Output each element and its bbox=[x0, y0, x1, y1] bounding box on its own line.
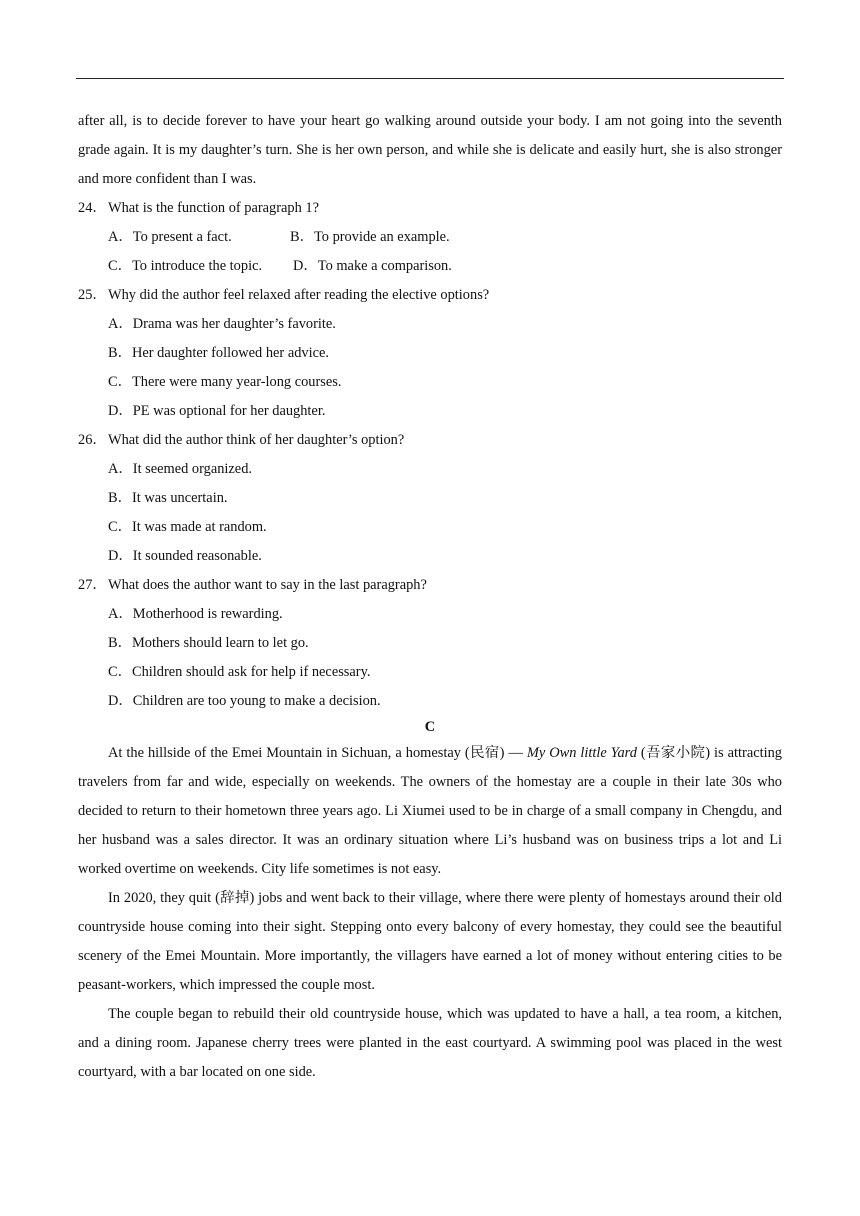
passage-c-paragraph-1 bbox=[78, 739, 782, 884]
option-b: B．To provide an example. bbox=[290, 229, 450, 245]
option-d: D．PE was optional for her daughter. bbox=[108, 403, 326, 419]
question-stem: What does the author want to say in the last paragraph? bbox=[108, 577, 427, 593]
header-rule bbox=[76, 78, 784, 79]
question-25 bbox=[78, 281, 782, 310]
paragraph-text: At the hillside of the Emei Mountain in Sichuan, a homestay (民宿) — bbox=[108, 745, 527, 761]
question-stem: What did the author think of her daughter’s option? bbox=[108, 432, 405, 448]
option-b: B．Mothers should learn to let go. bbox=[108, 635, 309, 651]
option-a: A．To present a fact. bbox=[108, 229, 232, 245]
option-c: C．It was made at random. bbox=[108, 519, 267, 535]
section-heading: C bbox=[424, 719, 436, 735]
option-a: A．Motherhood is rewarding. bbox=[108, 606, 283, 622]
options-row-1 bbox=[108, 223, 782, 252]
question-number: 24． bbox=[78, 200, 107, 216]
options-row-2 bbox=[108, 252, 782, 281]
homestay-name: My Own little Yard bbox=[526, 745, 637, 761]
question-number: 27． bbox=[78, 577, 107, 593]
question-number: 25． bbox=[78, 287, 107, 303]
question-number: 26． bbox=[78, 432, 107, 448]
question-stem: Why did the author feel relaxed after reading the elective options? bbox=[108, 287, 490, 303]
passage-b-ending: after all, is to decide forever to have your heart go walking around outside your body. I am not going into the seventh grade again. It is my daughter’s turn. She is her own person, and while she is delicate and easily hurt, she is also stronger and more confident than I was. bbox=[78, 113, 782, 187]
option-d: D．To make a comparison. bbox=[293, 258, 452, 274]
question-27 bbox=[78, 571, 782, 600]
page-content bbox=[78, 107, 782, 1087]
option-b: B．Her daughter followed her advice. bbox=[108, 345, 329, 361]
option-c: C．Children should ask for help if necessary. bbox=[108, 664, 371, 680]
question-24 bbox=[78, 194, 782, 223]
option-d: D．It sounded reasonable. bbox=[108, 548, 262, 564]
question-26 bbox=[78, 426, 782, 455]
option-a: A．Drama was her daughter’s favorite. bbox=[108, 316, 336, 332]
question-stem: What is the function of paragraph 1? bbox=[108, 200, 319, 216]
passage-c-paragraph-3: The couple began to rebuild their old countryside house, which was updated to have a hall, a tea room, a kitchen, and a dining room. Japanese cherry trees were planted in the east courtyard. A swimming pool was placed in the west courtyard, with a bar located on one side. bbox=[78, 1006, 782, 1080]
option-a: A．It seemed organized. bbox=[108, 461, 252, 477]
option-c: C．To introduce the topic. bbox=[108, 258, 263, 274]
option-d: D．Children are too young to make a decision. bbox=[108, 693, 381, 709]
option-c: C．There were many year-long courses. bbox=[108, 374, 342, 390]
passage-c-paragraph-2: In 2020, they quit (辞掉) jobs and went back to their village, where there were plenty of homestays around their old countryside house coming into their sight. Stepping onto every balcony of every homestay, they could see the beautiful scenery of the Emei Mountain. More importantly, the villagers have earned a lot of money without entering cities to be peasant-workers, which impressed the couple most. bbox=[78, 890, 782, 993]
option-b: B．It was uncertain. bbox=[108, 490, 228, 506]
paragraph-text: (吾家小院) is attracting travelers from far and wide, especially on weekends. The owners of the homestay are a couple in their late 30s who decided to return to their hometown three years ago. Li Xiumei used to be in charge of a small company in Chengdu, and her husband was a sales director. It was an ordinary situation where Li’s husband was on business trips a lot and Li worked overtime on weekends. City life sometimes is not easy. bbox=[78, 745, 782, 877]
